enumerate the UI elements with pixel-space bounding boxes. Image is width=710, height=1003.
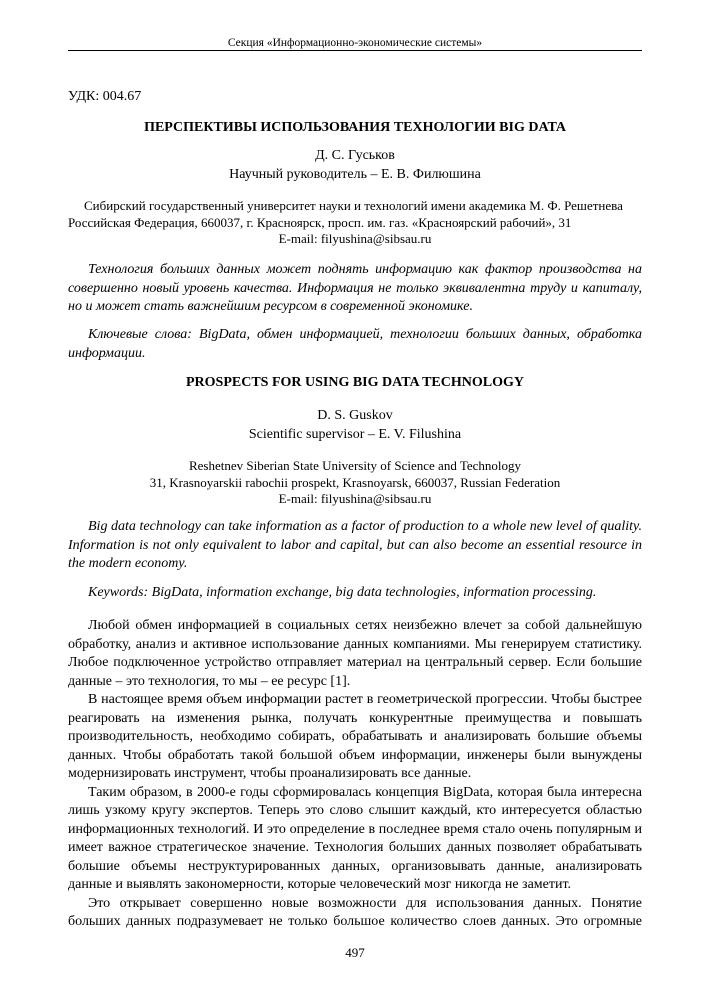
body-paragraph-4: Это открывает совершенно новые возможности для использования данных. Понятие больших данных подразумевает не только большое количество слоев данных. Это огромные — [68, 895, 642, 929]
en-abstract: Big data technology can take information as a factor of production to a whole new level of quality. Information is not only equivalent to labor and capital, but can also become an essential resource in the modern economy. — [68, 519, 642, 571]
en-title: PROSPECTS FOR USING BIG DATA TECHNOLOGY — [185, 375, 524, 390]
body-paragraph-2: В настоящее время объем информации растет в геометрической прогрессии. Чтобы быстрее реагировать на изменения рынка, получать конкурентные преимущества и повышать производительность, необходимо собирать, обрабатывать и анализировать большие объемы данных. Чтобы обработать такой большой объем информации, инженеры были вынуждены модернизировать инструмент, чтобы проанализировать все данные. — [68, 692, 642, 781]
ru-authors — [68, 147, 642, 184]
body-paragraph-3: Таким образом, в 2000-е годы сформировалась концепция BigData, которая была интересна лишь узкому кругу экспертов. Теперь это слово слышит каждый, кто интересуется областью информационных технологий. И это определение в последнее время стало очень популярным и имеет важное стратегическое значение. Технология больших данных позволяет обрабатывать большие объемы неструктурированных данных, организовывать данные, анализировать данные и выявлять закономерности, которые человеческий мозг никогда не заметит. — [68, 784, 642, 892]
body-text — [68, 617, 642, 932]
running-head: Секция «Информационно-экономические системы» — [227, 37, 483, 49]
page-number: 497 — [345, 945, 365, 960]
en-authors — [68, 407, 642, 444]
en-author: D. S. Guskov — [317, 408, 393, 423]
udk-code: УДК: 004.67 — [68, 89, 142, 104]
en-affiliation-line-1: Reshetnev Siberian State University of Science and Technology — [188, 458, 522, 473]
en-email: E-mail: filyushina@sibsau.ru — [278, 491, 432, 506]
ru-supervisor: Научный руководитель – Е. В. Филюшина — [229, 166, 481, 182]
ru-affiliation-line-2: Российская Федерация, 660037, г. Красноярск, просп. им. газ. «Красноярский рабочий», 31 — [68, 214, 572, 230]
body-paragraph-1: Любой обмен информацией в социальных сетях неизбежно влечет за собой дальнейшую обработку, анализ и активное использование данных компаниями. Мы генерируем статистику. Любое подключенное устройство отправляет материал на центральный сервер. Если большие данные – это технология, то мы – ее ресурс [1]. — [68, 618, 642, 689]
ru-abstract: Технология больших данных может поднять информацию как фактор производства на совершенно новый уровень качества. Информация не только эквивалентна труду и капиталу, но и может стать важнейшим ресурсом в современной экономике. — [68, 262, 642, 314]
ru-affiliation-line-1: Сибирский государственный университет науки и технологий имени академика М. Ф. Решетнева — [84, 198, 623, 213]
en-keywords: Keywords: BigData, information exchange, big data technologies, information processing. — [88, 585, 597, 600]
en-supervisor: Scientific supervisor – E. V. Filushina — [248, 426, 462, 442]
ru-affiliation — [68, 198, 642, 248]
en-affiliation — [68, 458, 642, 508]
header-rule — [68, 50, 642, 51]
ru-author: Д. С. Гуськов — [315, 148, 395, 163]
en-affiliation-line-2: 31, Krasnoyarskii rabochii prospekt, Krasnoyarsk, 660037, Russian Federation — [149, 474, 561, 490]
ru-email: E-mail: filyushina@sibsau.ru — [278, 231, 432, 246]
ru-title: ПЕРСПЕКТИВЫ ИСПОЛЬЗОВАНИЯ ТЕХНОЛОГИИ BIG DATA — [144, 120, 566, 135]
ru-keywords: Ключевые слова: BigData, обмен информацией, технологии больших данных, обработка информации. — [68, 327, 642, 361]
